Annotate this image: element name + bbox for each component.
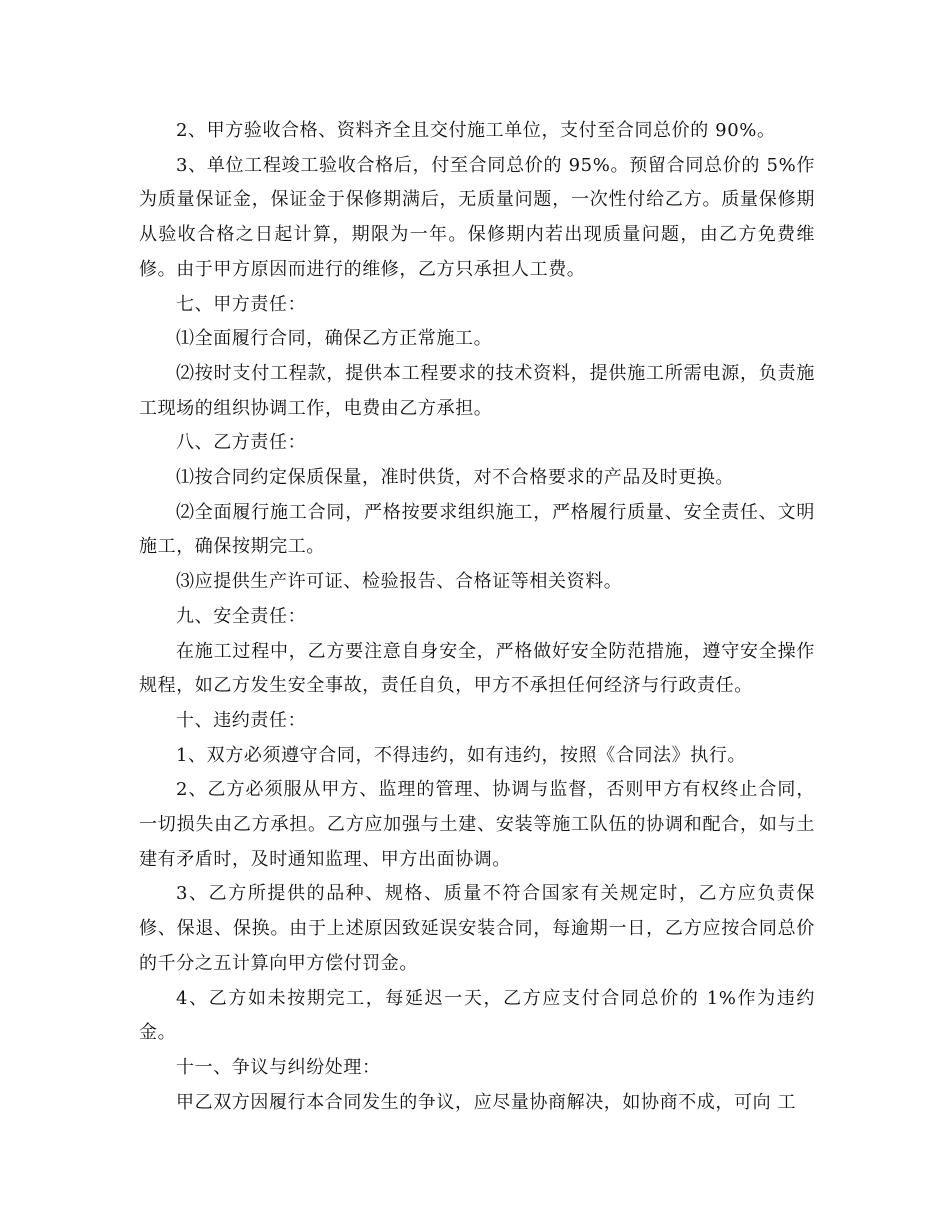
heading-party-b-responsibility: 八、乙方责任： xyxy=(176,432,307,454)
paragraph-payment-90: 2、甲方验收合格、资料齐全且交付施工单位，支付至合同总价的 90%。 xyxy=(176,120,776,141)
paragraph-breach-2: 2、乙方必须服从甲方、监理的管理、协调与监督，否则甲方有权终止合同，一切损失由乙方承担。乙方应加强与土建、安装等施工队伍的协调和配合，如与土建有矛盾时，及时通知监理、甲方出面协调。 xyxy=(139,779,815,870)
paragraph-payment-95-warranty: 3、单位工程竣工验收合格后，付至合同总价的 95%。预留合同总价的 5%作为质量保证金，保证金于保修期满后，无质量问题，一次性付给乙方。质量保修期从验收合格之日起计算，期限为一年。保修期内若出现质量问题，由乙方免费维修。由于甲方原因而进行的维修，乙方只承担人工费。 xyxy=(139,154,815,280)
paragraph-safety: 在施工过程中，乙方要注意自身安全，严格做好安全防范措施，遵守安全操作规程，如乙方发生安全事故，责任自负，甲方不承担任何经济与行政责任。 xyxy=(139,640,815,697)
heading-breach-liability: 十、违约责任： xyxy=(176,709,307,731)
paragraph-party-b-item-3: ⑶应提供生产许可证、检验报告、合格证等相关资料。 xyxy=(176,571,623,593)
paragraph-party-a-item-1: ⑴全面履行合同，确保乙方正常施工。 xyxy=(176,328,493,350)
contract-body xyxy=(139,114,815,1120)
paragraph-breach-3: 3、乙方所提供的品种、规格、质量不符合国家有关规定时，乙方应负责保修、保退、保换。由于上述原因致延误安装合同，每逾期一日，乙方应按合同总价的千分之五计算向甲方偿付罚金。 xyxy=(139,883,815,974)
heading-dispute-resolution: 十一、争议与纠纷处理： xyxy=(176,1056,381,1078)
paragraph-breach-1: 1、双方必须遵守合同，不得违约，如有违约，按照《合同法》执行。 xyxy=(176,744,747,766)
heading-party-a-responsibility: 七、甲方责任： xyxy=(176,293,307,315)
paragraph-party-b-item-2: ⑵全面履行施工合同，严格按要求组织施工，严格履行质量、安全责任、文明施工，确保按期完工。 xyxy=(139,501,815,558)
heading-safety-responsibility: 九、安全责任： xyxy=(176,605,307,627)
paragraph-dispute: 甲乙双方因履行本合同发生的争议，应尽量协商解决，如协商不成，可向 工 xyxy=(176,1091,797,1113)
paragraph-breach-4: 4、乙方如未按期完工，每延迟一天，乙方应支付合同总价的 1%作为违约金。 xyxy=(139,987,815,1044)
paragraph-party-a-item-2: ⑵按时支付工程款，提供本工程要求的技术资料，提供施工所需电源，负责施工现场的组织协调工作，电费由乙方承担。 xyxy=(139,362,815,419)
paragraph-party-b-item-1: ⑴按合同约定保质保量，准时供货，对不合格要求的产品及时更换。 xyxy=(176,467,734,489)
